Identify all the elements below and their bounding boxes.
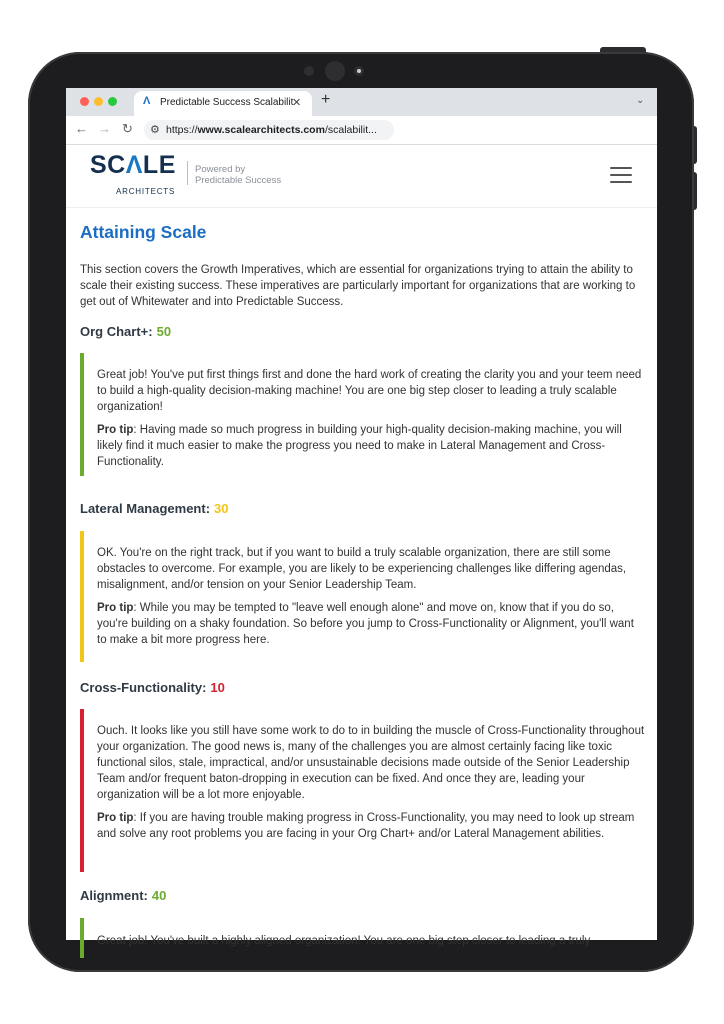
address-bar-row <box>66 116 657 145</box>
page-title: Attaining Scale <box>80 222 207 242</box>
browser-tab-active[interactable] <box>134 91 312 116</box>
callout-body: Great job! You've built a highly aligned organization! You are one big step closer to leading a truly <box>97 935 591 947</box>
back-arrow-icon[interactable]: ← <box>75 121 88 136</box>
site-header <box>66 145 657 208</box>
window-minimize-button[interactable] <box>94 97 103 106</box>
front-camera <box>325 61 345 81</box>
callout-tip: Pro tip: While you may be tempted to "leave well enough alone" and move on, know that if you do so, you're building on a shaky foundation. So before you jump to Cross-Functionality or Alignment, you'll want to make a bit more progress here. <box>97 602 634 646</box>
score-cross-functionality: 10 <box>210 680 225 695</box>
section-title-org-chart: Org Chart+: 50 <box>80 324 172 339</box>
window-maximize-button[interactable] <box>108 97 117 106</box>
section-title-cross-functionality: Cross-Functionality: 10 <box>80 680 225 695</box>
sensor-dot-2 <box>354 66 364 76</box>
powered-by-text: Powered by Predictable Success <box>195 164 282 186</box>
reload-icon[interactable]: ↻ <box>122 121 133 136</box>
browser-tab-bar <box>66 88 657 116</box>
section-title-alignment: Alignment: 40 <box>80 888 167 903</box>
sensor-dot <box>304 66 314 76</box>
score-lateral-management: 30 <box>214 501 229 516</box>
callout-alignment <box>80 918 649 958</box>
tab-title: Predictable Success Scalabilit <box>160 97 294 108</box>
forward-arrow-icon[interactable]: → <box>98 121 111 136</box>
url-text: https://www.scalearchitects.com/scalabilit... <box>166 124 377 136</box>
site-info-icon[interactable]: ⚙ <box>150 124 160 136</box>
scale-architects-icon: Λ <box>143 95 151 107</box>
hamburger-menu-icon[interactable] <box>610 167 632 183</box>
callout-lateral-management <box>80 531 649 662</box>
scale-architects-logo[interactable]: SCΛLE ARCHITECTS <box>90 151 176 196</box>
tab-close-icon[interactable]: ✕ <box>292 97 302 109</box>
section-title-lateral-management: Lateral Management: 30 <box>80 501 229 516</box>
tab-list-chevron-icon[interactable]: ⌄ <box>636 95 645 106</box>
callout-tip: Pro tip: Having made so much progress in building your high-quality decision-making machine, you will likely find it much easier to make the progress you need to make in Lateral Management and Cross-Functionality. <box>97 424 622 468</box>
callout-org-chart <box>80 353 649 476</box>
callout-body: OK. You're on the right track, but if you want to build a truly scalable organization, there are still some obstacles to overcome. For example, you are likely to be experiencing challenges like differing agendas, misalignment, and/or tension on your Senior Leadership Team. <box>97 547 627 591</box>
url-input[interactable] <box>144 120 394 140</box>
score-org-chart: 50 <box>156 324 172 339</box>
window-close-button[interactable] <box>80 97 89 106</box>
score-alignment: 40 <box>151 888 167 903</box>
callout-cross-functionality <box>80 709 649 872</box>
callout-body: Ouch. It looks like you still have some work to do to in building the muscle of Cross-Functionality throughout your organization. The good news is, many of the challenges you are almost certainly facing like toxic functional silos, stale, impractical, and/or unsustainable decisions made outside of the Senior Leadership Team and/or frequent baton-dropping in execution can be fixed. And once they are, leading your organization will be a lot more enjoyable. <box>97 725 645 801</box>
intro-paragraph: This section covers the Growth Imperatives, which are essential for organizations trying to attain the ability to scale their existing success. These imperatives are particularly important for organizations that are working to get out of Whitewater and into Predictable Success. <box>80 264 636 308</box>
logo-subtitle: ARCHITECTS <box>116 187 176 196</box>
callout-body: Great job! You've put first things first and done the hard work of creating the clarity you and your teem need to build a high-quality decision-making machine! You are one big step closer to leading a truly scalable organization! <box>97 369 642 413</box>
logo-divider <box>187 161 188 185</box>
new-tab-button[interactable]: + <box>321 91 331 108</box>
browser-screen <box>66 88 657 947</box>
callout-tip: Pro tip: If you are having trouble making progress in Cross-Functionality, you may need to look up stream and solve any root problems you are facing in your Org Chart+ and/or Lateral Management abilities. <box>97 812 635 840</box>
